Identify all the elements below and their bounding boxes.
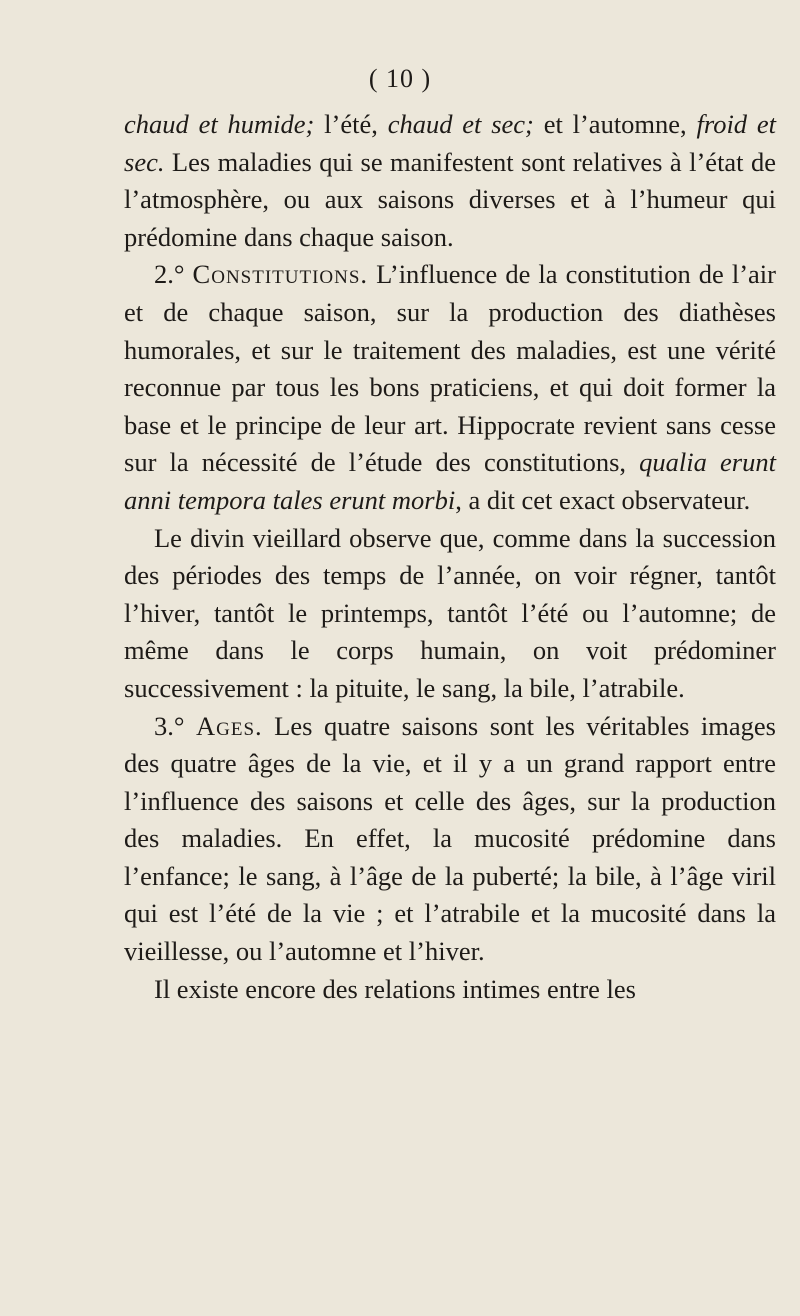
page-number: ( 10 )	[368, 64, 432, 93]
latin-quote: qualia erunt anni tempora tales erunt morbi	[124, 447, 776, 515]
text-run: l’été,	[314, 109, 388, 139]
text-run: Les quatre saisons sont les véritables images des quatre âges de la vie, et il y a un grand rapport entre l’influence des saisons et celle des âges, sur la production des maladies. En effet, la mucosité prédomine dans l’enfance; le sang, à l’âge de la puberté; la bile, à l’âge viril qui est l’été de la vie ; et l’atrabile et la mucosité dans la vieillesse, ou l’automne et l’hiver.	[124, 710, 776, 967]
text-run: Les maladies qui se manifestent sont relatives à l’état de l’atmosphère, ou aux saisons diverses et à l’humeur qui prédomine dans chaque saison.	[124, 146, 776, 252]
text-run: Le divin vieillard observe que, comme dans la succession des périodes des temps de l’année, on voir régner, tantôt l’hiver, tantôt le printemps, tantôt l’été ou l’automne; de même dans le corps humain, on voit prédominer successivement : la pituite, le sang, la bile, l’atrabile.	[124, 522, 776, 703]
text-run: L’influence de la constitution de l’air et de chaque saison, sur la production des diathèses humorales, et sur le traitement des maladies, est une vérité reconnue par tous les bons praticiens, et qui doit former la base et le principe de leur art. Hippocrate revient sans cesse sur la nécessité de l’étude des constitutions,	[124, 259, 776, 478]
section-number: 2.°	[154, 259, 185, 290]
paragraph-ages	[124, 708, 776, 971]
section-heading: Ages.	[196, 710, 263, 741]
italic-text: chaud et humide;	[124, 109, 315, 139]
paragraph-constitutions	[124, 256, 776, 519]
paragraph-seasons-continued	[124, 106, 776, 256]
text-run: et l’automne,	[533, 109, 697, 139]
paragraph-relations	[124, 971, 776, 1009]
text-run: , a dit cet exact observateur.	[455, 484, 751, 515]
body-text	[124, 106, 776, 1008]
text-run: Il existe encore des relations intimes entre les	[154, 973, 636, 1004]
italic-text: froid et sec.	[124, 109, 776, 177]
italic-text: chaud et sec;	[387, 109, 534, 139]
paragraph-divine-old-man	[124, 520, 776, 708]
section-number: 3.°	[154, 710, 185, 741]
section-heading: Constitutions.	[192, 259, 369, 290]
